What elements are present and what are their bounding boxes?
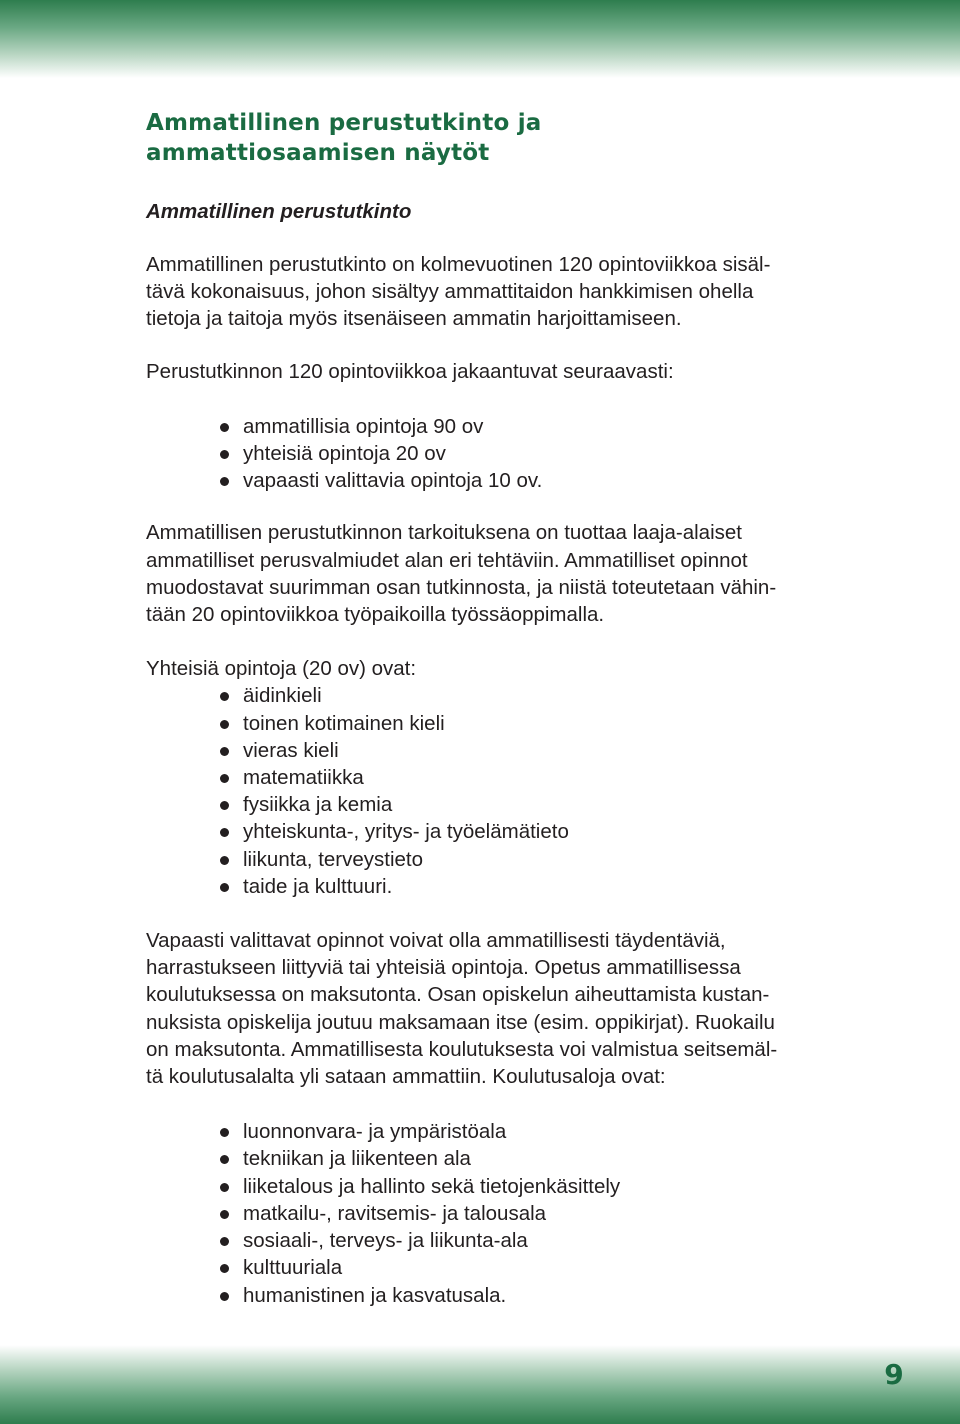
intro-line: tietoja ja taitoja myös itsenäiseen ammatin harjoittamiseen. [146,307,682,331]
purpose-line: Ammatillisen perustutkinnon tarkoituksena on tuottaa laaja-alaiset [146,521,742,545]
list-item-text: toinen kotimainen kieli [243,711,445,735]
purpose-line: ammatilliset perusvalmiudet alan eri tehtäviin. Ammatilliset opinnot [146,548,748,572]
bullet-icon [220,1292,229,1301]
bullet-icon [220,1210,229,1219]
page-title [146,108,846,168]
list-item [220,873,846,900]
page-title-line-1: Ammatillinen perustutkinto ja [146,110,542,136]
bottom-decorative-band [0,1345,960,1424]
list-item [220,737,846,764]
fields-list [146,1118,846,1308]
elective-line: Vapaasti valittavat opinnot voivat olla ammatillisesti täydentäviä, [146,929,726,953]
list-item-text: matematiikka [243,766,364,790]
bullet-icon [220,1237,229,1246]
list-item-text: humanistinen ja kasvatusala. [243,1283,507,1307]
bullet-icon [220,828,229,837]
purpose-line: tään 20 opintoviikkoa työpaikoilla työssäoppimalla. [146,603,605,627]
list-item [220,710,846,737]
bullet-icon [220,692,229,701]
bullet-icon [220,883,229,892]
list-item-text: äidinkieli [243,684,322,708]
list-item-text: matkailu-, ravitsemis- ja talousala [243,1201,547,1225]
bullet-icon [220,720,229,729]
list-item [220,682,846,709]
bullet-icon [220,774,229,783]
list-item-text: yhteiskunta-, yritys- ja työelämätieto [243,820,569,844]
elective-line: on maksutonta. Ammatillisesta koulutuksesta voi valmistua seitsemäl- [146,1037,778,1061]
elective-line: koulutuksessa on maksutonta. Osan opiskelun aiheuttamista kustan- [146,983,770,1007]
top-decorative-band [0,0,960,78]
purpose-line: muodostavat suurimman osan tutkinnosta, ja niistä toteutetaan vähin- [146,575,777,599]
list-item [220,467,846,494]
page-title-line-2: ammattiosaamisen näytöt [146,140,490,166]
list-item-text: liiketalous ja hallinto sekä tietojenkäsittely [243,1174,621,1198]
common-intro-paragraph: Yhteisiä opintoja (20 ov) ovat: [146,657,417,681]
intro-line: Ammatillinen perustutkinto on kolmevuotinen 120 opintoviikkoa sisäl- [146,253,771,276]
list-item-text: ammatillisia opintoja 90 ov [243,414,484,438]
intro-paragraph [146,251,846,333]
section-subheading: Ammatillinen perustutkinto [146,200,412,223]
list-item-text: luonnonvara- ja ympäristöala [243,1120,507,1144]
list-item-text: vapaasti valittavia opintoja 10 ov. [243,469,543,493]
intro-line: tävä kokonaisuus, johon sisältyy ammattitaidon hankkimisen ohella [146,280,754,304]
bullet-icon [220,801,229,810]
bullet-icon [220,1264,229,1273]
list-item [220,764,846,791]
split-list [146,413,846,495]
list-item-text: vieras kieli [243,738,339,762]
list-item [220,1282,846,1309]
page-content [146,108,846,1309]
bullet-icon [220,477,229,486]
list-item [220,1173,846,1200]
list-item-text: liikunta, terveystieto [243,847,424,871]
list-item [220,1118,846,1145]
bullet-icon [220,1155,229,1164]
common-studies-list [146,682,846,900]
list-item-text: fysiikka ja kemia [243,793,393,817]
bullet-icon [220,747,229,756]
list-item [220,791,846,818]
list-item [220,846,846,873]
list-item [220,1145,846,1172]
elective-line: harrastukseen liittyviä tai yhteisiä opintoja. Opetus ammatillisessa [146,956,741,980]
list-item-text: yhteisiä opintoja 20 ov [243,442,446,466]
list-item-text: kulttuuriala [243,1256,343,1280]
page-number: 9 [884,1358,904,1391]
elective-line: tä koulutusalalta yli sataan ammattiin. Koulutusaloja ovat: [146,1065,666,1089]
bullet-icon [220,856,229,865]
list-item-text: sosiaali-, terveys- ja liikunta-ala [243,1229,528,1253]
bullet-icon [220,1128,229,1137]
elective-line: nuksista opiskelija joutuu maksamaan itse (esim. oppikirjat). Ruokailu [146,1010,775,1034]
bullet-icon [220,1183,229,1192]
list-item [220,818,846,845]
elective-paragraph [146,927,846,1090]
list-item [220,1254,846,1281]
list-item [220,440,846,467]
list-item [220,413,846,440]
list-item-text: taide ja kulttuuri. [243,874,393,898]
list-item-text: tekniikan ja liikenteen ala [243,1147,471,1171]
bullet-icon [220,423,229,432]
list-item [220,1227,846,1254]
list-item [220,1200,846,1227]
split-intro-paragraph: Perustutkinnon 120 opintoviikkoa jakaantuvat seuraavasti: [146,359,674,383]
purpose-paragraph [146,519,846,628]
bullet-icon [220,450,229,459]
